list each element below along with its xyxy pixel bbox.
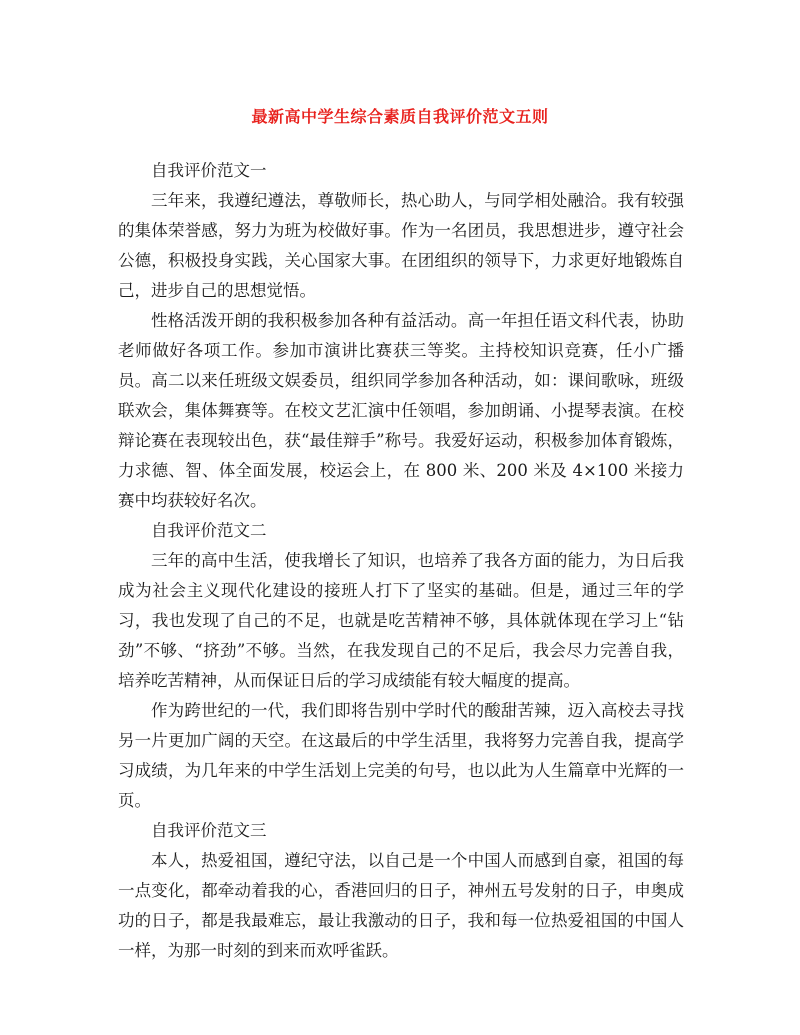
- paragraph: 三年的高中生活，使我增长了知识，也培养了我各方面的能力，为日后我成为社会主义现代化建设的接班人打下了坚实的基础。但是，通过三年的学习，我也发现了自己的不足，也就是吃苦精神不够，具体就体现在学习上“钻劲”不够、“挤劲”不够。当然，在我发现自己的不足后，我会尽力完善自我，培养吃苦精神，从而保证日后的学习成绩能有较大幅度的提高。: [118, 551, 684, 690]
- paragraph: 本人，热爱祖国，遵纪守法，以自己是一个中国人而感到自豪，祖国的每一点变化，都牵动着我的心，香港回归的日子，神州五号发射的日子，申奥成功的日子，都是我最难忘，最让我激动的日子，我和每一位热爱祖国的中国人一样，为那一时刻的到来而欢呼雀跃。: [118, 851, 684, 960]
- paragraph: 作为跨世纪的一代，我们即将告别中学时代的酸甜苦辣，迈入高校去寻找另一片更加广阔的天空。在这最后的中学生活里，我将努力完善自我，提高学习成绩，为几年来的中学生活划上完美的句号，也以此为人生篇章中光辉的一页。: [118, 701, 684, 810]
- section-heading: 自我评价范文三: [151, 821, 267, 840]
- paragraph: 三年来，我遵纪遵法，尊敬师长，热心助人，与同学相处融洽。我有较强的集体荣誉感，努力为班为校做好事。作为一名团员，我思想进步，遵守社会公德，积极投身实践，关心国家大事。在团组织的领导下，力求更好地锻炼自己，进步自己的思想觉悟。: [118, 191, 684, 300]
- document-body: [118, 156, 684, 966]
- section-heading: 自我评价范文一: [151, 161, 267, 180]
- section-heading: 自我评价范文二: [151, 521, 267, 540]
- paragraph: 性格活泼开朗的我积极参加各种有益活动。高一年担任语文科代表，协助老师做好各项工作。参加市演讲比赛获三等奖。主持校知识竞赛，任小广播员。高二以来任班级文娱委员，组织同学参加各种活动，如：课间歌咏，班级联欢会，集体舞赛等。在校文艺汇演中任领唱，参加朗诵、小提琴表演。在校辩论赛在表现较出色，获“最佳辩手”称号。我爱好运动，积极参加体育锻炼，力求德、智、体全面发展，校运会上，在 800 米、200 米及 4×100 米接力赛中均获较好名次。: [118, 311, 684, 510]
- document-title: 最新高中学生综合素质自我评价范文五则: [251, 107, 549, 126]
